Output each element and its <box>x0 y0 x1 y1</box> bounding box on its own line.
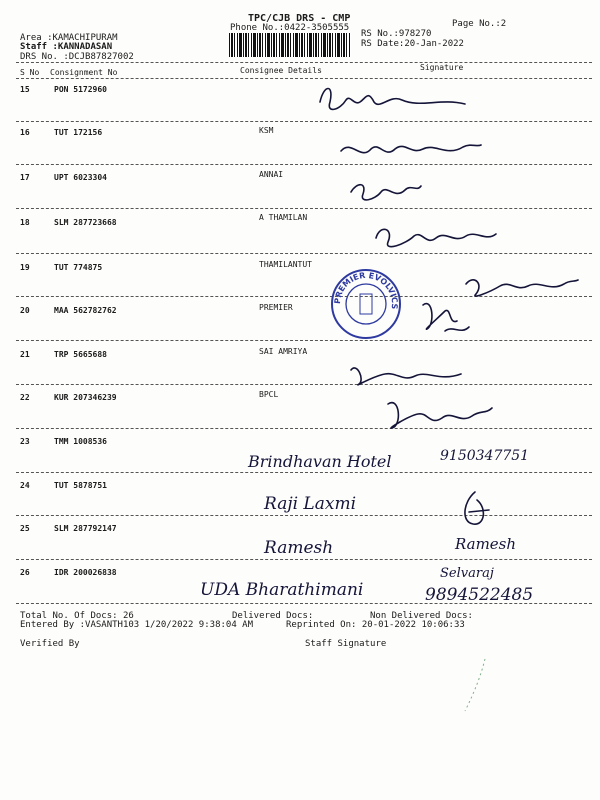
signature-row-20 <box>415 295 475 337</box>
page-number: Page No.:2 <box>452 19 507 29</box>
row-24-consignment: TUT 5878751 <box>54 481 107 490</box>
row-divider <box>16 428 592 429</box>
row-15-sno: 15 <box>20 85 30 94</box>
area-label: Area :KAMACHIPURAM <box>20 33 118 43</box>
svg-text:PREMIER EVOLVICS <box>333 271 399 310</box>
row-25-consignment: SLM 287792147 <box>54 524 117 533</box>
signature-row-18 <box>370 222 500 254</box>
signature-row-21 <box>345 360 465 388</box>
handwritten-row-25-name: Ramesh <box>264 538 334 558</box>
signature-row-15 <box>310 80 470 120</box>
rs-date: RS Date:20-Jan-2022 <box>361 39 464 49</box>
company-stamp <box>330 268 402 340</box>
row-divider <box>16 253 592 254</box>
row-21-sno: 21 <box>20 350 30 359</box>
row-17-consignment: UPT 6023304 <box>54 173 107 182</box>
row-17-consignee: ANNAI <box>259 170 284 179</box>
row-21-consignee: SAI AMRIYA <box>259 347 308 356</box>
row-20-sno: 20 <box>20 306 30 315</box>
row-22-sno: 22 <box>20 393 30 402</box>
row-divider <box>16 384 592 385</box>
row-19-sno: 19 <box>20 263 30 272</box>
row-18-consignment: SLM 287723668 <box>54 218 117 227</box>
entered-by: Entered By :VASANTH103 1/20/2022 9:38:04 AM <box>20 620 253 630</box>
handwritten-row-25-sign: Ramesh <box>455 535 517 553</box>
header-divider <box>16 62 592 63</box>
row-18-sno: 18 <box>20 218 30 227</box>
signature-row-19 <box>460 272 580 302</box>
col-sno: S No <box>20 68 40 77</box>
row-divider <box>16 164 592 165</box>
row-divider <box>16 559 592 560</box>
row-19-consignment: TUT 774875 <box>54 263 103 272</box>
row-21-consignment: TRP 5665688 <box>54 350 107 359</box>
row-17-sno: 17 <box>20 173 30 182</box>
row-26-consignment: IDR 200026838 <box>54 568 117 577</box>
drs-number: DRS No. :DCJB87827002 <box>20 52 134 62</box>
stamp-text: PREMIER EVOLVICS <box>332 270 400 310</box>
signature-row-24 <box>455 488 495 528</box>
handwritten-row-23-name: Brindhavan Hotel <box>248 452 392 471</box>
handwritten-row-26-sign: Selvaraj <box>440 566 494 581</box>
signature-row-22 <box>380 396 495 432</box>
signature-row-17 <box>345 178 425 208</box>
row-divider <box>16 515 592 516</box>
total-docs: Total No. Of Docs: 26 <box>20 611 134 621</box>
document-title: TPC/CJB DRS - CMP <box>248 13 351 24</box>
verified-by: Verified By <box>20 639 80 649</box>
columns-divider <box>16 78 592 79</box>
row-divider <box>16 340 592 341</box>
row-22-consignment: KUR 207346239 <box>54 393 117 402</box>
handwritten-row-26-phone: 9894522485 <box>425 585 534 605</box>
staff-signature: Staff Signature <box>305 639 387 649</box>
row-20-consignee: PREMIER <box>259 303 293 312</box>
non-delivered-docs: Non Delivered Docs: <box>370 611 473 621</box>
phone-number: Phone No.:0422-3505555 <box>230 23 350 33</box>
delivered-docs: Delivered Docs: <box>232 611 314 621</box>
staff-label: Staff :KANNADASAN <box>20 42 113 52</box>
row-19-consignee: THAMILANTUT <box>259 260 312 269</box>
row-divider <box>16 121 592 122</box>
row-25-sno: 25 <box>20 524 30 533</box>
row-26-sno: 26 <box>20 568 30 577</box>
row-24-sno: 24 <box>20 481 30 490</box>
handwritten-row-24-name: Raji Laxmi <box>264 494 357 514</box>
row-18-consignee: A THAMILAN <box>259 213 308 222</box>
row-16-sno: 16 <box>20 128 30 137</box>
col-consignee: Consignee Details <box>240 66 322 75</box>
handwritten-row-23-phone: 9150347751 <box>440 448 530 464</box>
row-16-consignment: TUT 172156 <box>54 128 103 137</box>
row-22-consignee: BPCL <box>259 390 279 399</box>
row-23-consignment: TMM 1008536 <box>54 437 107 446</box>
col-consignment: Consignment No <box>50 68 118 77</box>
row-23-sno: 23 <box>20 437 30 446</box>
rs-number: RS No.:978270 <box>361 29 432 39</box>
row-20-consignment: MAA 562782762 <box>54 306 117 315</box>
stray-mark <box>455 655 495 715</box>
handwritten-row-26-name: UDA Bharathimani <box>200 580 364 600</box>
row-15-consignment: PON 5172960 <box>54 85 107 94</box>
reprinted-on: Reprinted On: 20-01-2022 10:06:33 <box>286 620 465 630</box>
row-divider <box>16 472 592 473</box>
barcode <box>229 33 351 57</box>
row-divider <box>16 208 592 209</box>
col-signature: Signature <box>420 63 464 72</box>
row-16-consignee: KSM <box>259 126 274 135</box>
signature-row-16 <box>335 135 485 165</box>
